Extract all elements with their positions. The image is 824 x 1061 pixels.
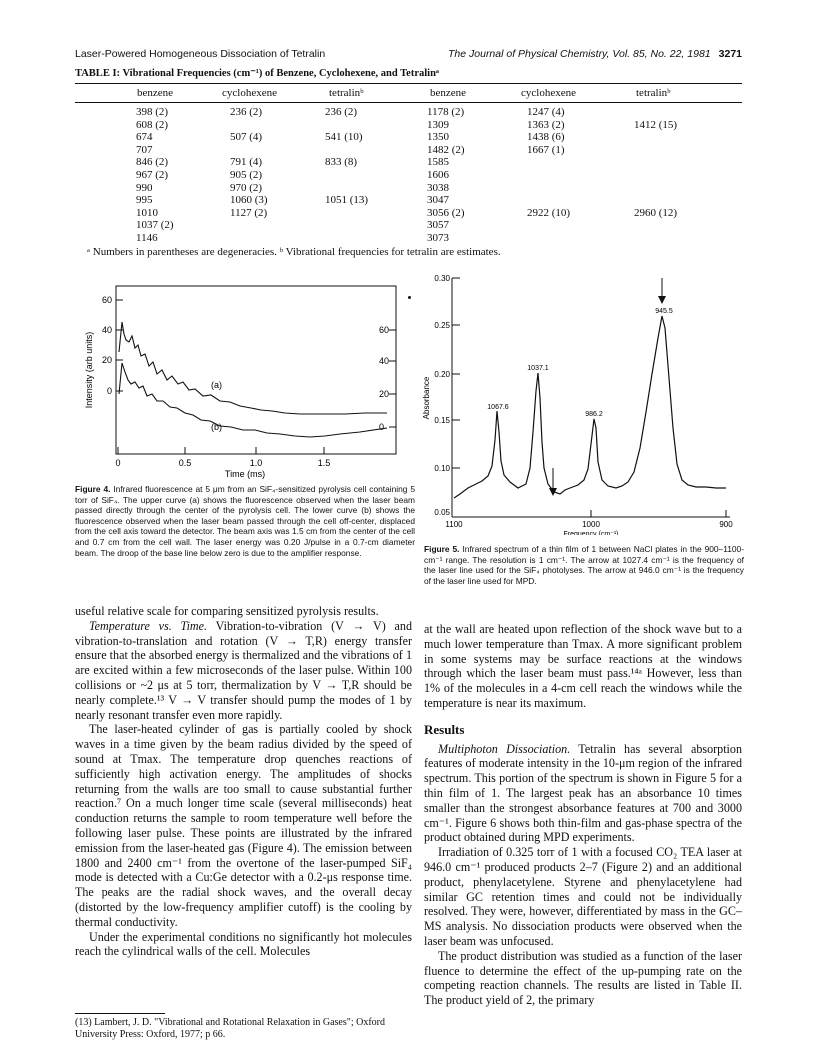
table-column: 1247 (4) 1363 (2) 1438 (6) 1667 (1) 2922 (10) (527, 106, 571, 219)
x-axis-label: Time (ms) (224, 469, 266, 479)
stray-mark (408, 296, 411, 299)
footnote: (13) Lambert, J. D. "Vibrational and Rotational Relaxation in Gases"; Oxford University Press: Oxford, 1977; p 66. (75, 1017, 385, 1040)
peak-label: 945.5 (655, 308, 673, 315)
y-tick-label: 0.05 (434, 508, 450, 517)
figure-4-caption (75, 484, 415, 558)
table-header: benzene (137, 87, 174, 99)
curve-b-label: (b) (211, 422, 222, 432)
table-column: 236 (2) 541 (10) 833 (8) 1051 (13) (325, 106, 369, 207)
figure-5-caption (424, 544, 744, 586)
journal-name: The Journal of Physical Chemistry, Vol. 85, No. 22, 1981 (448, 48, 711, 60)
table-column: 1178 (2) 1309 1350 1482 (2) 1585 1606 3038 3047 3056 (2) 3057 3073 (427, 106, 465, 244)
paragraph-text: Vibration-to-vibration (V → V) and vibration-to-translation and rotation (V → T,R) energy transfer ensure that the absorbed energy is thermalized and the vibrations of 1 are excited within a few microseconds of the laser pulse. Within 100 collisions or ~2 μs at 5 torr, thermalization by V → T,R should be nearly complete.¹³ V → V transfer should pump the modes of 1 by nearly resonant transfer even more rapidly. (75, 618, 412, 722)
left-tick-label: 20 (101, 355, 112, 365)
peak-label: 1037.1 (527, 365, 549, 372)
peak-label: 986.2 (585, 411, 603, 418)
arrow-head-icon (658, 296, 666, 304)
figure-5 (420, 270, 750, 535)
right-column (424, 622, 742, 1008)
footnote-rule (75, 1013, 165, 1014)
right-tick-label: 60 (379, 325, 390, 335)
run-in-heading: Temperature vs. Time. (89, 618, 208, 633)
paragraph: Irradiation of 0.325 torr of 1 with a focused CO₂ TEA laser at 946.0 cm⁻¹ produced products 2–7 (Figure 2) and an additional product, phenylacetylene. Styrene and phenylacetylene had similar GC retention times and could not be individually resolved. They were, however, differentiated by mass in the GC–MS analysis. No dissociation products were observed when the laser beam was unfocused. (424, 845, 742, 948)
table-column: 398 (2) 608 (2) 674 707 846 (2) 967 (2) 990 995 1010 1037 (2) 1146 (136, 106, 174, 244)
paragraph: at the wall are heated upon reflection of the shock wave but to a much lower temperature than Tmax. A more significant problem in some systems may be surface reactions at the windows through which the laser beam must pass.¹⁴ᵃ However, less than 1% of the molecules in a 4-cm cell reach the windows while the temperature is near its maximum. (424, 622, 742, 710)
right-tick-label: 20 (379, 389, 390, 399)
x-tick-label: 1.5 (317, 458, 331, 468)
figure-5-plot (420, 270, 750, 535)
left-axis-ticks (116, 300, 396, 454)
x-tick-label: 1100 (445, 520, 463, 529)
x-tick-label: 900 (719, 520, 733, 529)
x-tick-label: 0 (115, 458, 121, 468)
table-header: tetralinᵇ (329, 87, 364, 99)
left-tick-label: 60 (101, 295, 112, 305)
table-column: 1412 (15) 2960 (12) (634, 118, 678, 219)
y-tick-label: 0.25 (434, 321, 450, 330)
paragraph: The product distribution was studied as a function of the laser fluence to determine the effect of the up-pumping rate on the competing reaction channels. The results are listed in Table II. The product yield of 2, the primary (424, 948, 742, 1008)
run-in-heading: Multiphoton Dissociation. (438, 741, 571, 756)
fig5-ticks (452, 278, 726, 517)
paragraph: Under the experimental conditions no significantly hot molecules reach the cylindrical walls of the cell. Molecules (75, 929, 412, 959)
curve-b (119, 363, 390, 437)
paragraph: The laser-heated cylinder of gas is partially cooled by shock waves in a time given by the beam radius divided by the speed of sound at Tmax. The temperature drop quenches reactions of sufficiently high activation energy. The amplitudes of shocks returning from the walls are too small to cause substantial further reaction.⁷ On a much longer time scale (several milliseconds) heat conduction returns the sample to room temperature well before the following laser pulse. These points are illustrated by the infrared emission from the laser-heated gas (Figure 4). The emission between 1800 and 2400 cm⁻¹ from the overtone of the laser-pumped SiF₄ mode is detected with a Cu:Ge detector with a 0.2-μs response time. The peaks are the radial shock waves, and the overall decay (distorted by the low-frequency amplifier cutoff) is the cooling by thermal conductivity. (75, 722, 412, 929)
y-tick-label: 0.15 (434, 416, 450, 425)
y-tick-label: 0.20 (434, 370, 450, 379)
table-header: tetralinᵇ (636, 87, 671, 99)
caption-text: Infrared fluorescence at 5 μm from an SiF₄-sensitized pyrolysis cell containing 5 torr of SiF₄. The upper curve (a) shows the fluorescence observed when the laser beam passed directly through the center of the pyrolysis cell. The lower curve (b) shows the fluorescence observed when the laser beam passed through the cell off-center, displaced from the cell axis toward the detector. The beam axis was 1.5 cm from the center of the cell and 0.7 cm from the cell wall. The laser energy was 0.20 J/pulse in a 0.7-cm diameter beam. The droop of the base line below zero is due to the amplifier response. (75, 484, 415, 558)
section-heading: Results (424, 721, 465, 737)
paragraph-text: Tetralin has several absorption features of moderate intensity in the 10-μm region of the infrared spectrum. This portion of the spectrum is shown in Figure 5 for a thin film of 1. The largest peak has an absorbance 10 times smaller than the strongest absorbance features at 700 and 3000 cm⁻¹. Figure 6 shows both thin-film and gas-phase spectra of the product obtained during MPD experiments. (424, 741, 743, 845)
table-top-rule (75, 83, 742, 84)
x-tick-label: 1000 (582, 520, 600, 529)
journal-citation (448, 48, 742, 60)
right-tick-label: 40 (379, 356, 390, 366)
peak-label: 1067.6 (487, 404, 509, 411)
left-tick-label: 0 (106, 386, 112, 396)
left-tick-label: 40 (101, 325, 112, 335)
paragraph (75, 619, 412, 723)
table-header: benzene (430, 87, 467, 99)
left-column (75, 604, 412, 959)
y-tick-label: 0.10 (434, 464, 450, 473)
table-footnote: ᵃ Numbers in parentheses are degeneracies. ᵇ Vibrational frequencies for tetralin are estimates. (87, 246, 501, 258)
table-header: cyclohexene (521, 87, 576, 99)
x-axis-label: Frequency (cm⁻¹) (563, 531, 619, 535)
figure-4-plot (75, 270, 415, 482)
table-header-rule (75, 102, 742, 103)
caption-text: Infrared spectrum of a thin film of 1 between NaCl plates in the 900–1100-cm⁻¹ range. The resolution is 1 cm⁻¹. The arrow at 1027.4 cm⁻¹ is the frequency of the laser line used for the SiF₄ photolyses. The arrow at 946.0 cm⁻¹ is the frequency of the laser line used for MPD. (424, 544, 744, 586)
curve-a (119, 322, 390, 414)
x-tick-label: 1.0 (249, 458, 263, 468)
plot-frame (116, 286, 396, 454)
page-number: 3271 (718, 48, 742, 60)
table-column: 236 (2) 507 (4) 791 (4) 905 (2) 970 (2) 1060 (3) 1127 (2) (230, 106, 268, 219)
figure-4 (75, 270, 415, 482)
right-tick-label: 0 (379, 422, 385, 432)
caption-label: Figure 4. (75, 484, 111, 494)
y-tick-label: 0.30 (434, 274, 450, 283)
table-title: TABLE I: Vibrational Frequencies (cm⁻¹) of Benzene, Cyclohexene, and Tetralinᵃ (75, 68, 439, 79)
paragraph: useful relative scale for comparing sensitized pyrolysis results. (75, 604, 379, 618)
y-axis-label: Intensity (arb units) (84, 331, 94, 409)
curve-a-label: (a) (211, 380, 222, 390)
paragraph (424, 742, 742, 846)
y-axis-label: Absorbance (422, 376, 431, 420)
running-header: Laser-Powered Homogeneous Dissociation of Tetralin (75, 48, 326, 60)
caption-label: Figure 5. (424, 544, 460, 554)
table-header: cyclohexene (222, 87, 277, 99)
x-tick-label: 0.5 (178, 458, 192, 468)
